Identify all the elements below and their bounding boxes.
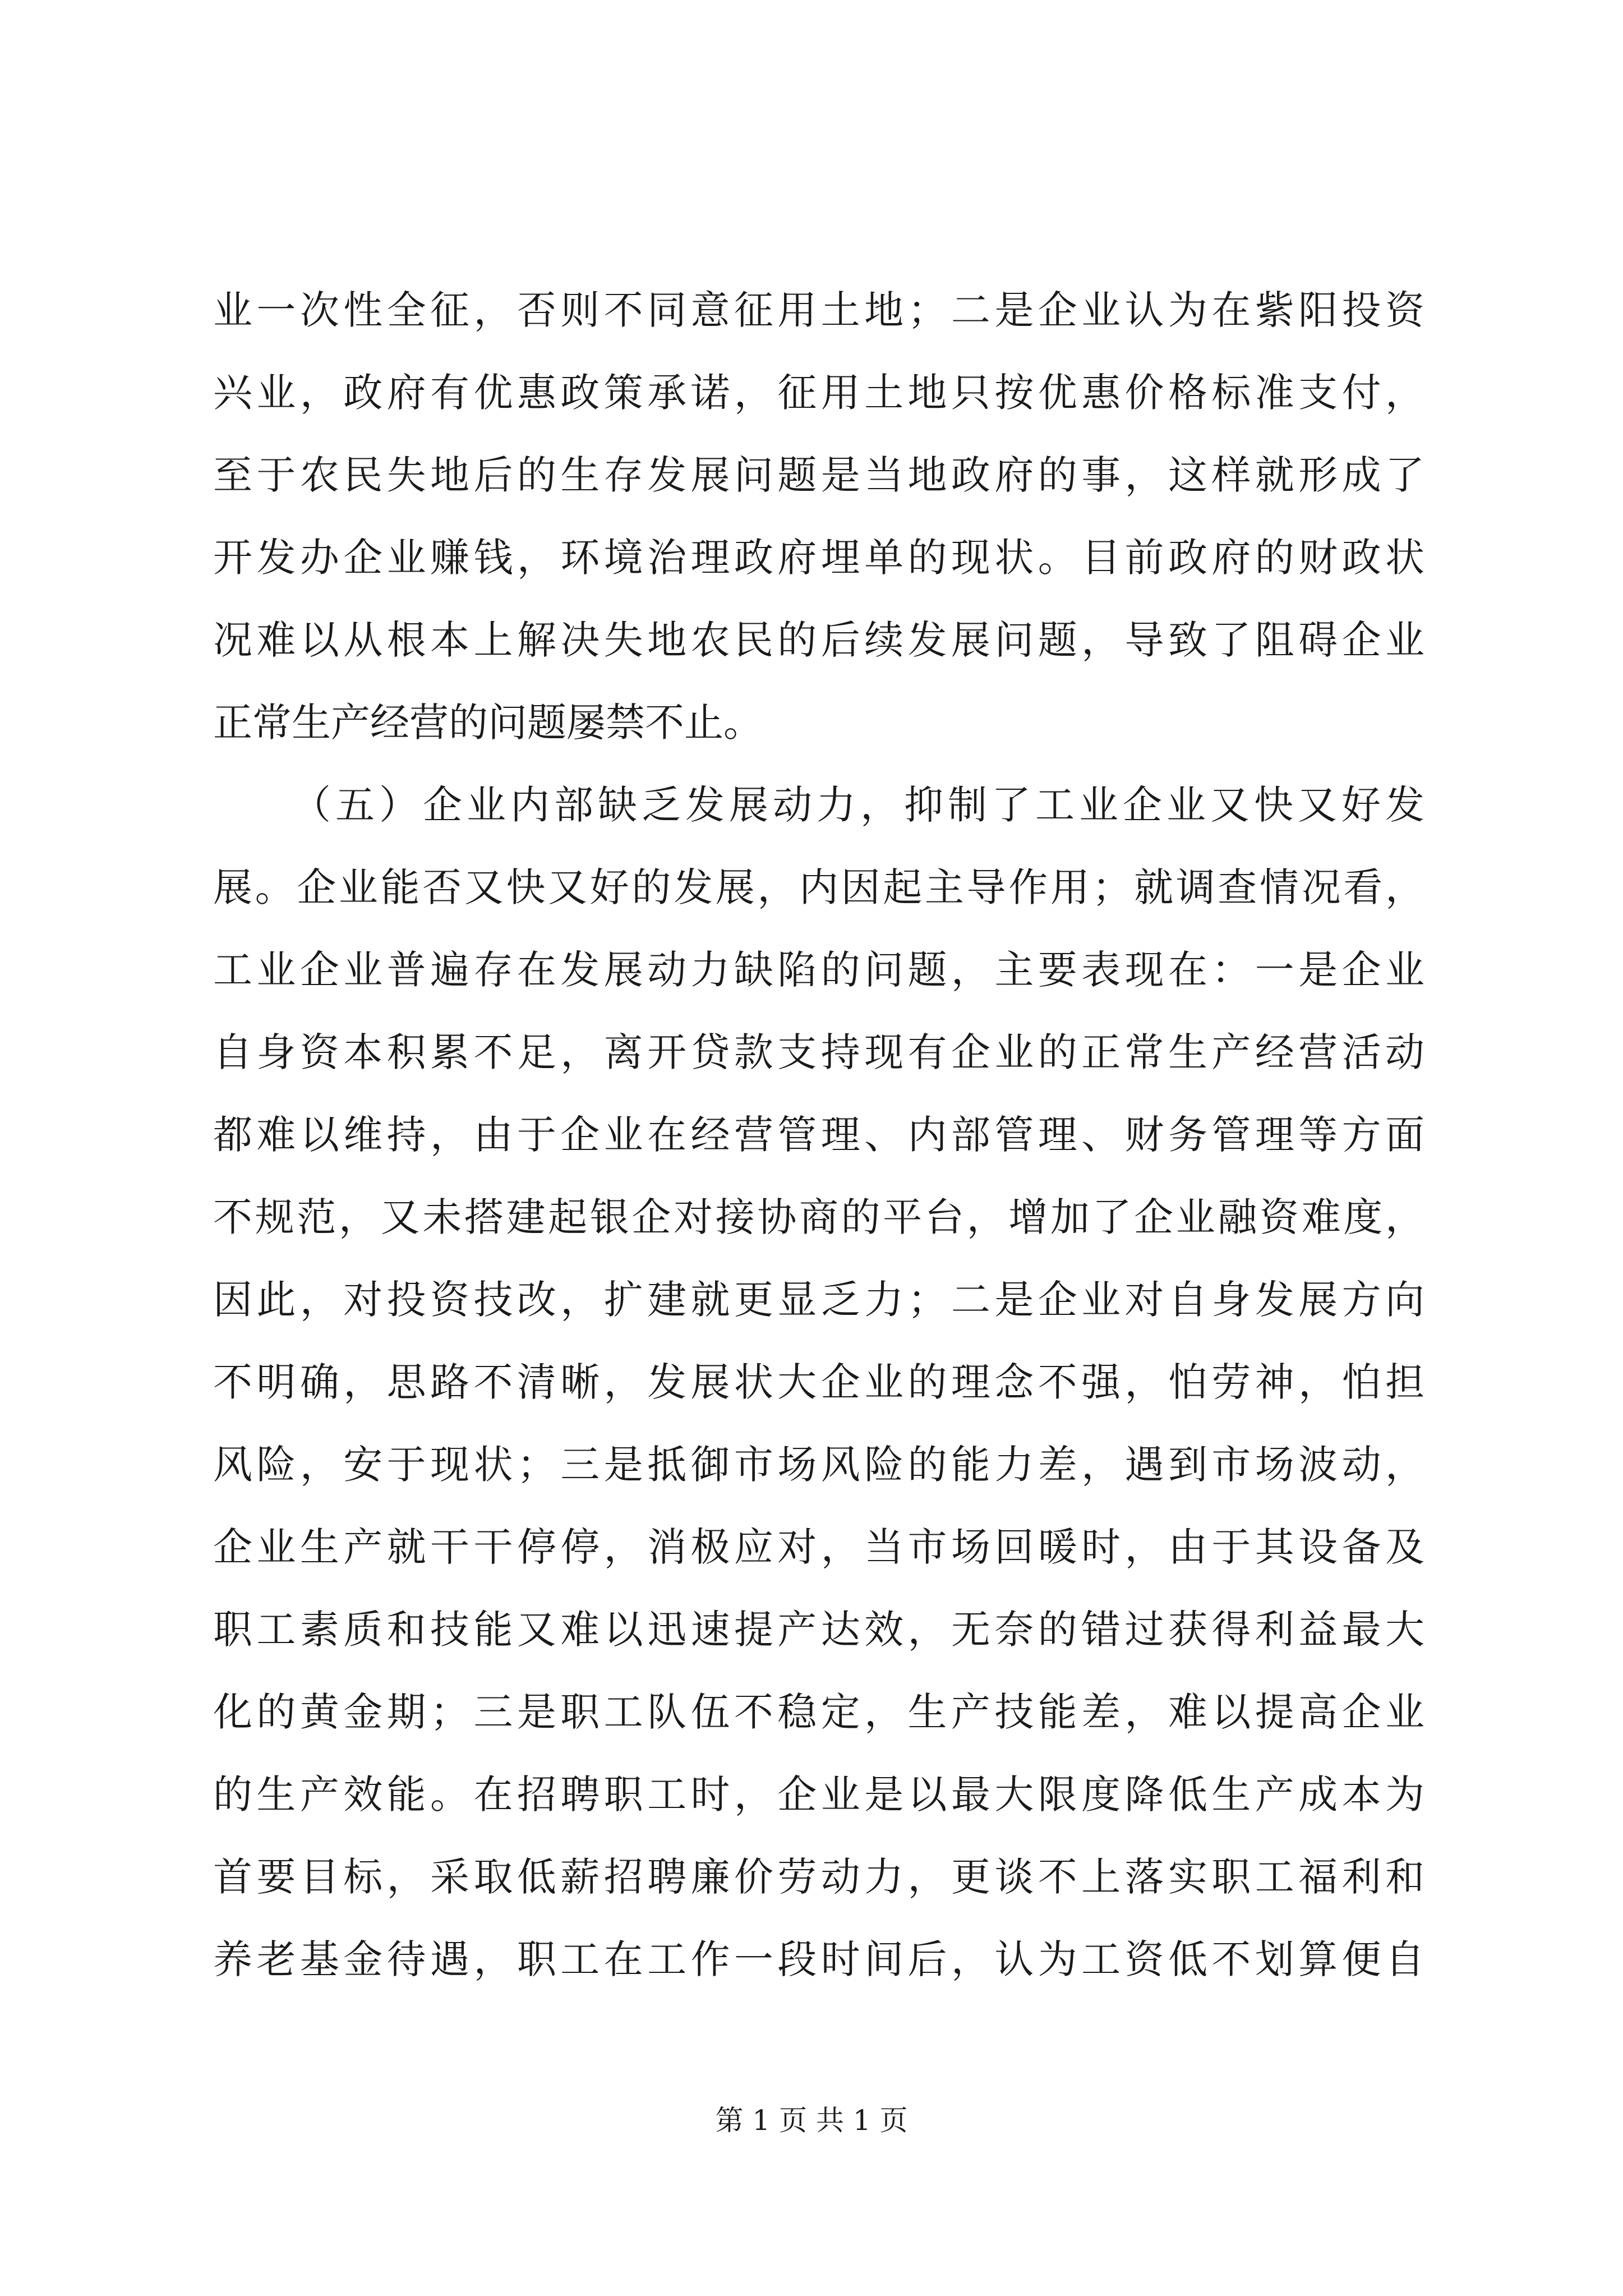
page-number: 第 1 页 共 1 页	[715, 2104, 908, 2137]
text-line: 因此，对投资技改，扩建就更显乏力；二是企业对自身发展方向	[213, 1277, 1424, 1323]
text-line: 养老基金待遇，职工在工作一段时间后，认为工资低不划算便自	[213, 1936, 1424, 1982]
text-line: 职工素质和技能又难以迅速提产达效，无奈的错过获得利益最大	[213, 1607, 1424, 1653]
text-line: 风险，安于现状；三是抵御市场风险的能力差，遇到市场波动，	[213, 1442, 1424, 1488]
text-line: 化的黄金期；三是职工队伍不稳定，生产技能差，难以提高企业	[213, 1689, 1424, 1735]
text-line: 首要目标，采取低薪招聘廉价劳动力，更谈不上落实职工福利和	[213, 1854, 1424, 1900]
text-line: 工业企业普遍存在发展动力缺陷的问题，主要表现在：一是企业	[213, 947, 1424, 993]
section-heading-line: （五）企业内部缺乏发展动力，抑制了工业企业又快又好发	[292, 782, 1424, 828]
text-line: 正常生产经营的问题屡禁不止。	[213, 700, 763, 746]
text-line: 展。企业能否又快又好的发展，内因起主导作用；就调查情况看，	[213, 864, 1424, 910]
text-line: 的生产效能。在招聘职工时，企业是以最大限度降低生产成本为	[213, 1772, 1424, 1818]
page-footer	[0, 2101, 1623, 2140]
text-line: 况难以从根本上解决失地农民的后续发展问题，导致了阻碍企业	[213, 617, 1424, 663]
text-line: 企业生产就干干停停，消极应对，当市场回暖时，由于其设备及	[213, 1524, 1424, 1570]
text-line: 自身资本积累不足，离开贷款支持现有企业的正常生产经营活动	[213, 1029, 1424, 1075]
text-line: 业一次性全征，否则不同意征用土地；二是企业认为在紫阳投资	[213, 287, 1424, 333]
text-line: 不规范，又未搭建起银企对接协商的平台，增加了企业融资难度，	[213, 1194, 1424, 1240]
text-line: 开发办企业赚钱，环境治理政府埋单的现状。目前政府的财政状	[213, 535, 1424, 581]
body-text	[213, 269, 1424, 2001]
text-line: 不明确，思路不清晰，发展状大企业的理念不强，怕劳神，怕担	[213, 1359, 1424, 1405]
text-line: 兴业，政府有优惠政策承诺，征用土地只按优惠价格标准支付，	[213, 370, 1424, 416]
text-line: 至于农民失地后的生存发展问题是当地政府的事，这样就形成了	[213, 452, 1424, 498]
text-line: 都难以维持，由于企业在经营管理、内部管理、财务管理等方面	[213, 1112, 1424, 1158]
